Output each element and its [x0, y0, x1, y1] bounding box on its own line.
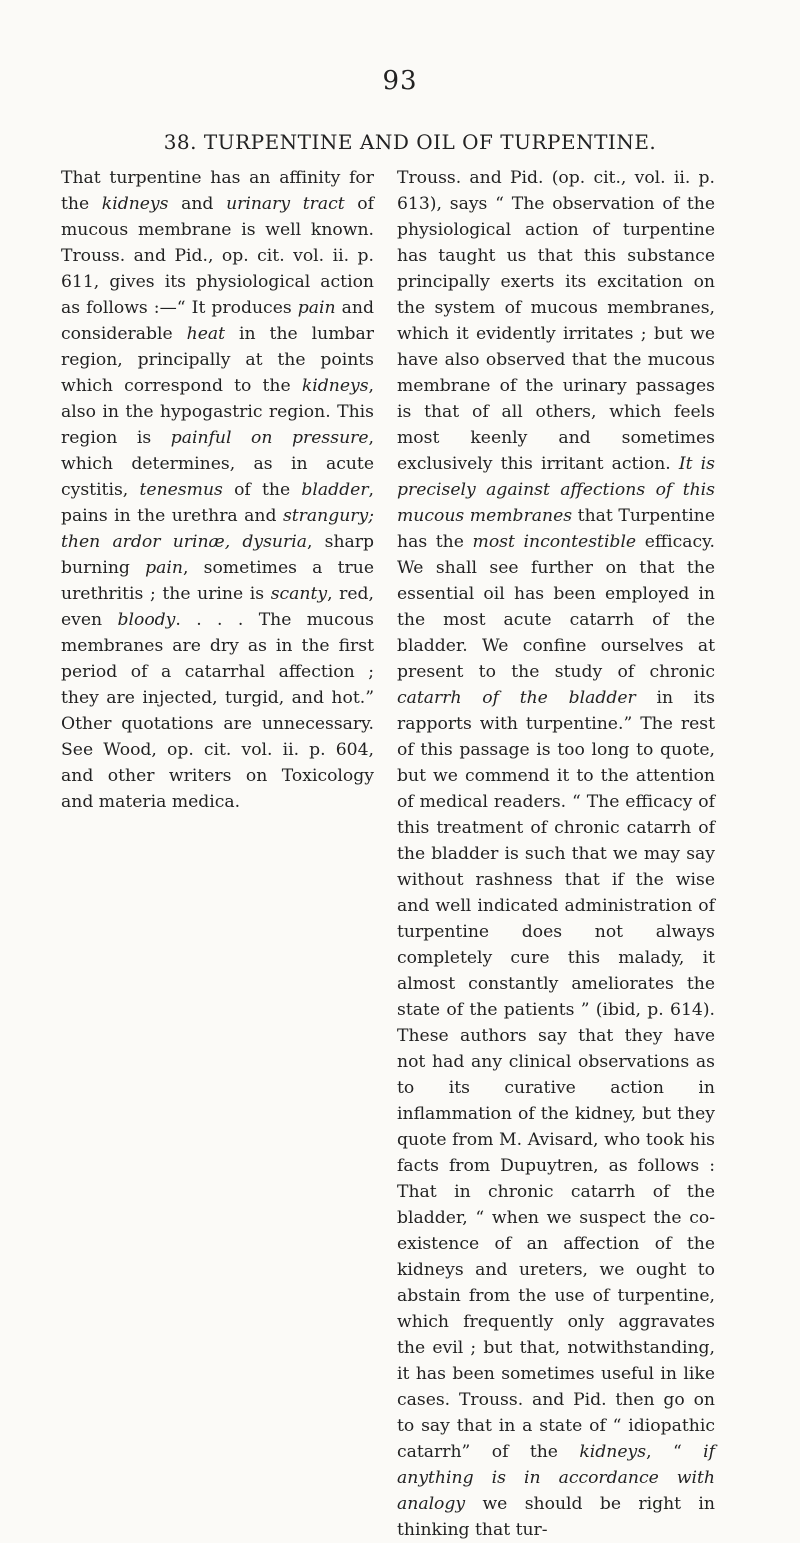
text-run-italic: urinary tract: [226, 194, 345, 214]
right-column: [397, 165, 715, 1543]
text-run-italic: catarrh of the bladder: [397, 688, 636, 708]
text-run-italic: kidneys: [579, 1442, 647, 1462]
text-run-italic: scanty: [270, 584, 328, 604]
text-run: and: [168, 194, 227, 214]
text-run: in its rapports with turpentine.” The rest of this passage is too long to quote, but we commend it to the attention of medical readers. “ The efficacy of this treatment of chronic catarrh of the bladder is such that we may say without rashness that if the wise and well indicated administration of turpentine does not always completely cure this malady, it almost constantly ameliorates the state of the patients ” (ibid, p. 614). These authors say that they have not had any clinical observations as to its curative action in inflammation of the kidney, but they quote from M. Avisard, who took his facts from Dupuytren, as follows : That in chronic catarrh of the bladder, “ when we suspect the co-existence of an affection of the kidneys and ureters, we ought to abstain from the use of turpentine, which frequently only aggravates the evil ; but that, notwithstanding, it has been sometimes useful in like cases. Trouss. and Pid. then go on to say that in a state of “ idiopathic catarrh” of the: [397, 688, 715, 1462]
text-run: , sometimes a true urethritis ; the urine is: [61, 558, 375, 604]
text-run-italic: pain: [297, 298, 336, 318]
left-paragraph: [61, 165, 374, 815]
text-run: . . . . The mucous membranes are dry as in the first period of a catarrhal affection ; they are injected, turgid, and hot.” Other quotations are unnecessary. See Wood, op. cit. vol. ii. p. 604, and other writers on Toxicology and materia medica.: [61, 610, 374, 812]
text-run-italic: most incontestible: [472, 532, 637, 552]
text-run-italic: kidneys: [301, 376, 369, 396]
left-column: [61, 165, 374, 815]
text-run: , “: [646, 1442, 704, 1462]
text-run-italic: bladder: [301, 480, 369, 500]
text-run: , also in the hypogastric region. This region is: [61, 376, 374, 448]
text-run-italic: It is precisely against affections of this mucous membranes: [397, 454, 715, 526]
text-run: , which determines, as in acute cystitis,: [61, 428, 374, 500]
text-run-italic: tenesmus: [139, 480, 223, 500]
text-run: That turpentine has an affinity for the: [61, 168, 374, 214]
text-run: efficacy. We shall see further on that the essential oil has been employed in the most acute catarrh of the bladder. We confine ourselves at present to the study of chronic: [397, 532, 715, 682]
text-run: in the lumbar region, principally at the points which correspond to the: [61, 324, 374, 396]
text-run: that Turpentine has the: [397, 506, 715, 552]
page-number: 93: [382, 66, 418, 96]
text-run-italic: bloody: [117, 610, 176, 630]
text-run: , sharp burning: [61, 532, 374, 578]
text-run: we should be right in thinking that tur-: [397, 1494, 715, 1540]
text-run-italic: heat: [186, 324, 226, 344]
text-run: of mucous membrane is well known. Trouss. and Pid., op. cit. vol. ii. p. 611, gives its physiological action as follows :—“ It produces: [61, 194, 374, 318]
text-run-italic: strangury; then ardor urinæ, dysuria: [61, 506, 374, 552]
text-run-italic: pain: [145, 558, 183, 578]
section-heading: 38. TURPENTINE AND OIL OF TURPENTINE.: [163, 130, 657, 154]
right-paragraph: [397, 165, 715, 1543]
text-run: , pains in the urethra and: [61, 480, 375, 526]
text-run-italic: painful on pressure: [170, 428, 369, 448]
text-run: Trouss. and Pid. (op. cit., vol. ii. p. 613), says “ The observation of the physiological action of turpentine has taught us that this substance principally exerts its excitation on the system of mucous membranes, which it evidently irritates ; but we have also observed that the mucous membrane of the urinary passages is that of all others, which feels most keenly and sometimes exclusively this irritant action.: [397, 168, 715, 474]
text-run-italic: kidneys: [101, 194, 169, 214]
text-run: of the: [222, 480, 302, 500]
text-run: , red, even: [61, 584, 375, 630]
text-run-italic: if anything is in accordance with analogy: [397, 1442, 715, 1514]
text-run: and considerable: [61, 298, 374, 344]
